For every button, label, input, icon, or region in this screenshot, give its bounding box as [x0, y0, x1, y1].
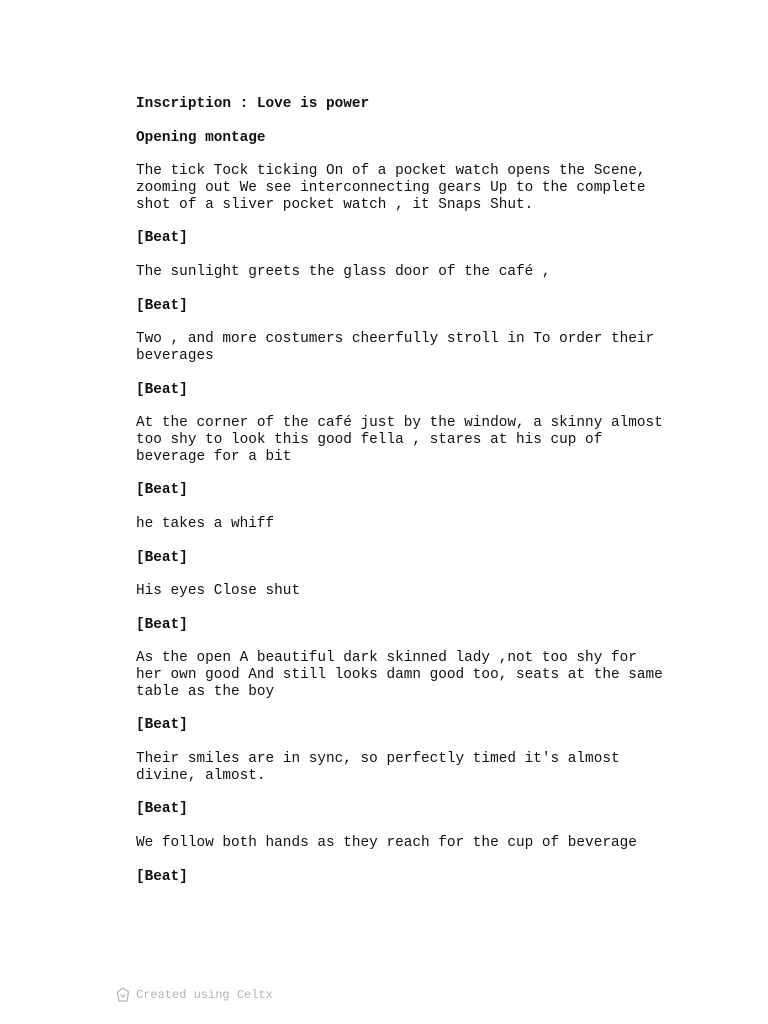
action-paragraph: As the open A beautiful dark skinned lady ,not too shy for her own good And still looks damn good too, seats at the same table as the boy [136, 650, 663, 700]
beat-marker: [Beat] [136, 616, 188, 633]
beat-marker: [Beat] [136, 801, 188, 818]
beat-marker: [Beat] [136, 549, 188, 566]
beat-marker: [Beat] [136, 482, 188, 499]
script-body [136, 96, 708, 902]
beat-marker: [Beat] [136, 297, 188, 314]
action-paragraph: We follow both hands as they reach for the cup of beverage [136, 835, 637, 852]
beat-marker: [Beat] [136, 717, 188, 734]
action-paragraph: The tick Tock ticking On of a pocket watch opens the Scene, zooming out We see interconnecting gears Up to the complete shot of a sliver pocket watch , it Snaps Shut. [136, 163, 646, 213]
celtx-logo-icon [116, 987, 130, 1003]
celtx-footer [116, 987, 273, 1003]
beat-marker: [Beat] [136, 868, 188, 885]
inscription-heading: Inscription : Love is power [136, 96, 370, 112]
action-paragraph: he takes a whiff [136, 515, 275, 532]
beat-marker: [Beat] [136, 381, 188, 398]
action-paragraph: Their smiles are in sync, so perfectly timed it's almost divine, almost. [136, 751, 620, 784]
action-paragraph: The sunlight greets the glass door of the café , [136, 263, 551, 280]
scene-heading: Opening montage [136, 129, 266, 146]
beat-marker: [Beat] [136, 230, 188, 247]
action-paragraph: Two , and more costumers cheerfully stroll in To order their beverages [136, 331, 655, 364]
footer-text: Created using Celtx [136, 988, 273, 1002]
action-paragraph: At the corner of the café just by the window, a skinny almost too shy to look this good fella , stares at his cup of beverage for a bit [136, 415, 663, 465]
action-paragraph: His eyes Close shut [136, 583, 301, 600]
